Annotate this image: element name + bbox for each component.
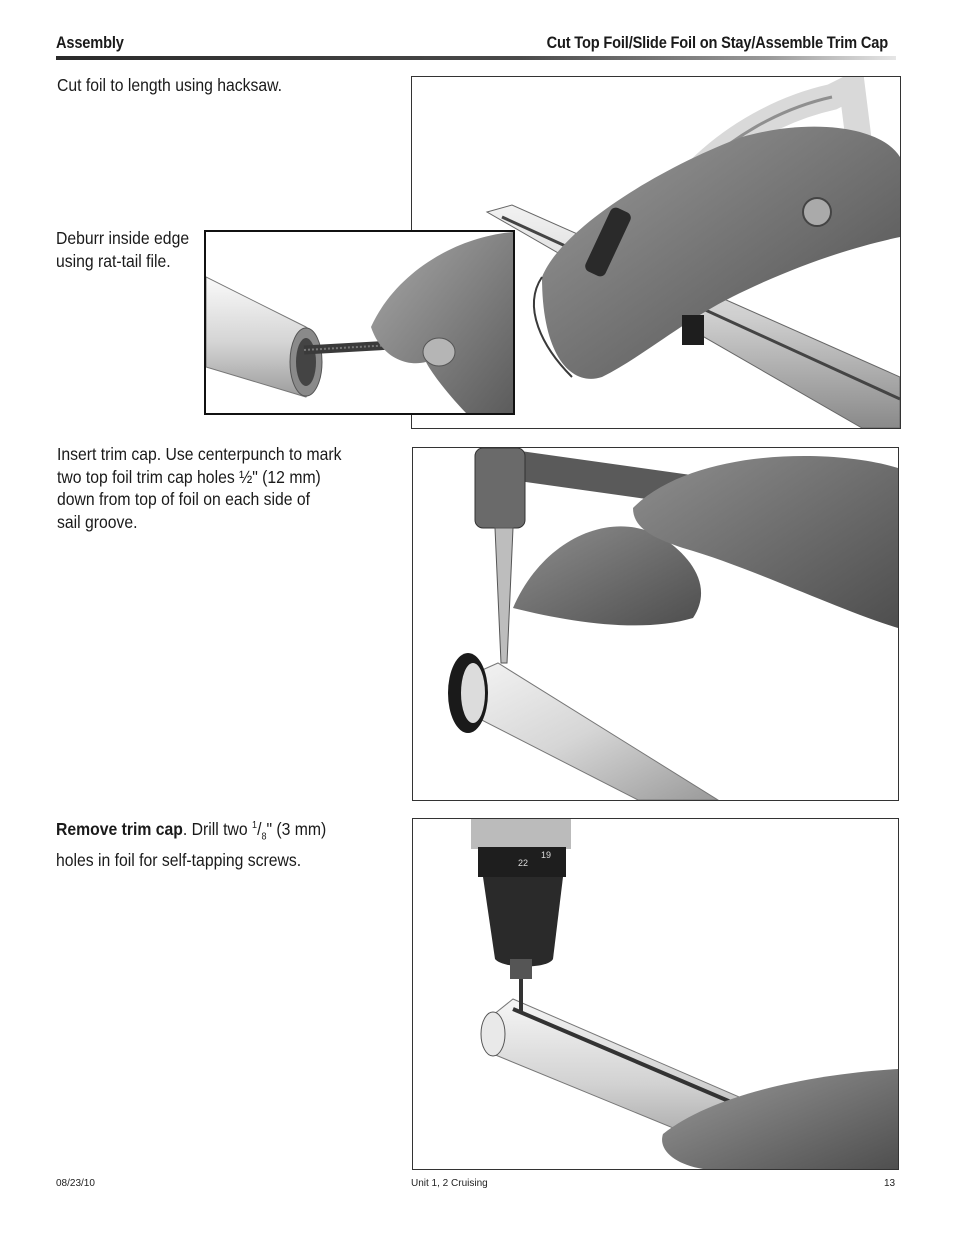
- drill-text-b: " (3 mm): [266, 818, 327, 839]
- footer-date: 08/23/10: [56, 1178, 95, 1189]
- page-number: 13: [884, 1178, 896, 1189]
- step-cut-text: Cut foil to length using hacksaw.: [57, 75, 283, 95]
- drill-bold-label: Remove trim cap: [56, 818, 183, 839]
- file-photo: [204, 230, 515, 415]
- centerpunch-photo: [412, 447, 899, 801]
- fraction-slash: /: [257, 818, 262, 839]
- trim-cap-line-4: sail groove.: [57, 511, 138, 532]
- trim-cap-line-2: two top foil trim cap holes ½" (12 mm): [57, 466, 321, 487]
- fraction-denominator: 8: [261, 831, 267, 843]
- header-rule: [56, 56, 896, 60]
- step-trim-cap-text: [57, 443, 341, 533]
- deburr-line-2: using rat-tail file.: [56, 250, 171, 271]
- drill-line-1: [56, 815, 326, 849]
- footer-unit: Unit 1, 2 Cruising: [411, 1178, 488, 1189]
- trim-cap-line-1: Insert trim cap. Use centerpunch to mark: [57, 444, 342, 464]
- drill-line-2: holes in foil for self-tapping screws.: [56, 849, 302, 870]
- step-deburr-text: [56, 227, 189, 272]
- section-title: Assembly: [56, 33, 124, 52]
- step-drill-text: [56, 815, 326, 872]
- drill-text-a: . Drill two: [182, 818, 253, 839]
- page-title: Cut Top Foil/Slide Foil on Stay/Assemble Trim Cap: [546, 33, 888, 52]
- drill-photo: [412, 818, 899, 1170]
- fraction-numerator: 1: [252, 820, 258, 831]
- drill-dial-19: 19: [541, 850, 552, 860]
- deburr-line-1: Deburr inside edge: [56, 228, 190, 248]
- drill-dial-22: 22: [518, 858, 529, 868]
- trim-cap-line-3: down from top of foil on each side of: [57, 489, 311, 510]
